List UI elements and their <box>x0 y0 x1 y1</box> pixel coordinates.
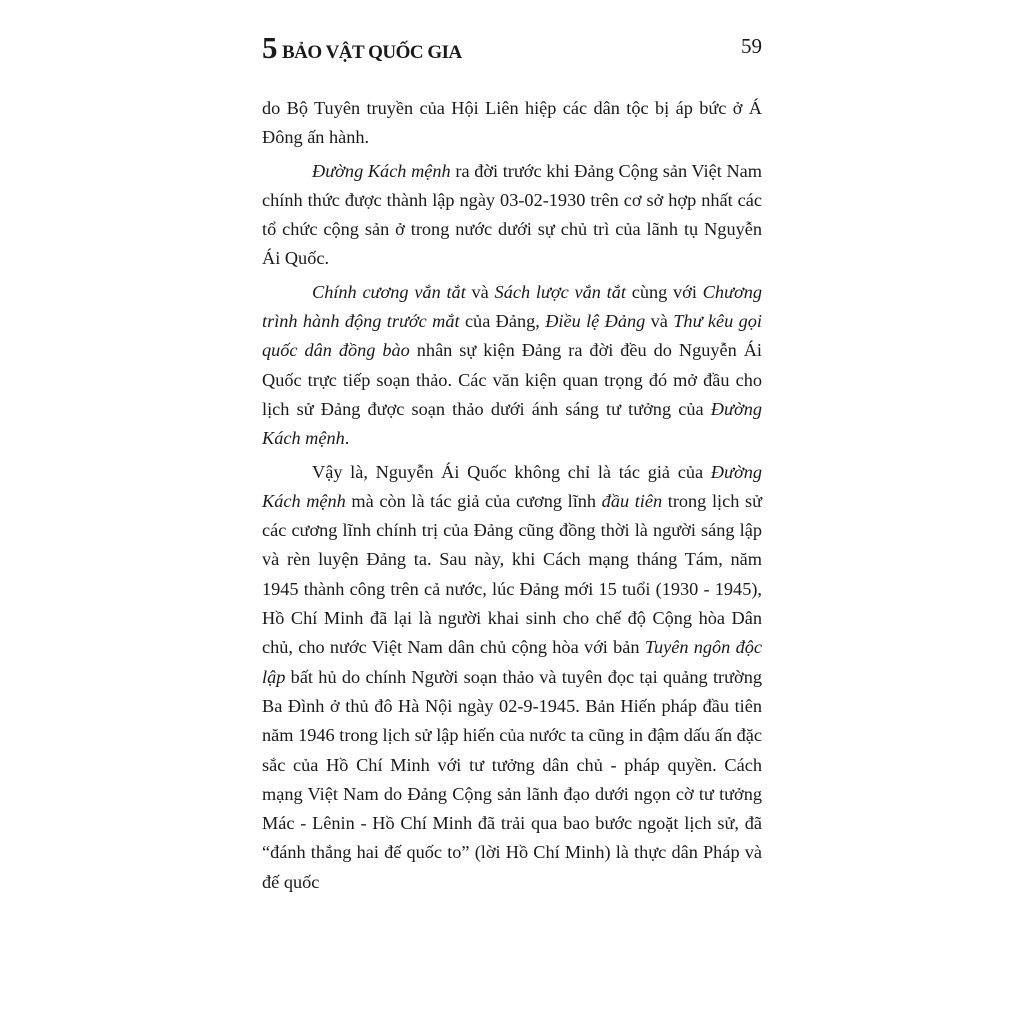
running-title-number: 5 <box>262 30 277 65</box>
italic-text-run: Thư kêu gọi quốc dân đồng bào <box>262 311 762 361</box>
text-run: và <box>645 311 674 332</box>
italic-text-run: Chính cương vắn tắt <box>312 281 466 302</box>
text-run: cùng với <box>625 281 703 302</box>
italic-text-run: Điều lệ Đảng <box>545 311 646 332</box>
running-title <box>262 30 462 66</box>
running-title-text: BẢO VẬT QUỐC GIA <box>282 42 462 63</box>
paragraph <box>262 157 762 274</box>
text-run: bất hủ do chính Người soạn thảo và tuyên đọc tại quảng trường Ba Đình ở thủ đô Hà Nội ngày 02-9-1945. Bản Hiến pháp đầu tiên năm 1946 trong lịch sử lập hiến của nước ta cũng in đậm dấu ấn đặc sắc của Hồ Chí Minh với tư tưởng dân chủ - pháp quyền. Cách mạng Việt Nam do Đảng Cộng sản lãnh đạo dưới ngọn cờ tư tưởng Mác - Lênin - Hồ Chí Minh đã trải qua bao bước ngoặt lịch sử, đã “đánh thắng hai đế quốc to” (lời Hồ Chí Minh) là thực dân Pháp và đế quốc <box>262 666 762 892</box>
italic-text-run: Chương trình hành động trước mắt <box>262 281 762 332</box>
text-run: do Bộ Tuyên truyền của Hội Liên hiệp các dân tộc bị áp bức ở Á Đông ấn hành. <box>262 98 762 148</box>
italic-text-run: Đường Kách mệnh <box>312 160 451 181</box>
italic-text-run: Tuyên ngôn độc lập <box>262 637 762 687</box>
text-run: trong lịch sử các cương lĩnh chính trị của Đảng cũng đồng thời là người sáng lập và rèn luyện Đảng ta. Sau này, khi Cách mạng tháng Tám, năm 1945 thành công trên cả nước, lúc Đảng mới 15 tuổi (1930 - 1945), Hồ Chí Minh đã lại là người khai sinh cho chế độ Cộng hòa Dân chủ, cho nước Việt Nam dân chủ cộng hòa với bản <box>262 490 762 658</box>
text-run: mà còn là tác giả của cương lĩnh <box>345 490 602 511</box>
italic-text-run: Đường Kách mệnh <box>262 398 762 449</box>
text-run: Vậy là, Nguyễn Ái Quốc không chỉ là tác giả của <box>312 461 711 482</box>
italic-text-run: Sách lược vắn tắt <box>494 281 626 302</box>
paragraph <box>262 458 762 897</box>
text-run: và <box>465 281 495 302</box>
text-run: . <box>344 428 350 449</box>
page-header <box>262 30 762 78</box>
text-run: ra đời trước khi Đảng Cộng sản Việt Nam chính thức được thành lập ngày 03-02-1930 trên cơ sở hợp nhất các tổ chức cộng sản ở trong nước dưới sự chủ trì của lãnh tụ Nguyễn Ái Quốc. <box>262 160 762 269</box>
paragraph <box>262 94 762 153</box>
italic-text-run: đầu tiên <box>601 490 663 511</box>
paragraph <box>262 278 762 454</box>
italic-text-run: Đường Kách mệnh <box>262 461 762 511</box>
text-run: của Đảng, <box>459 311 546 332</box>
text-run: nhân sự kiện Đảng ra đời đều do Nguyễn Ái Quốc trực tiếp soạn thảo. Các văn kiện quan trọng đó mở đầu cho lịch sử Đảng được soạn thảo dưới ánh sáng tư tưởng của <box>262 340 762 419</box>
body-text <box>262 94 762 897</box>
page-number: 59 <box>741 34 762 58</box>
book-page <box>262 30 762 990</box>
